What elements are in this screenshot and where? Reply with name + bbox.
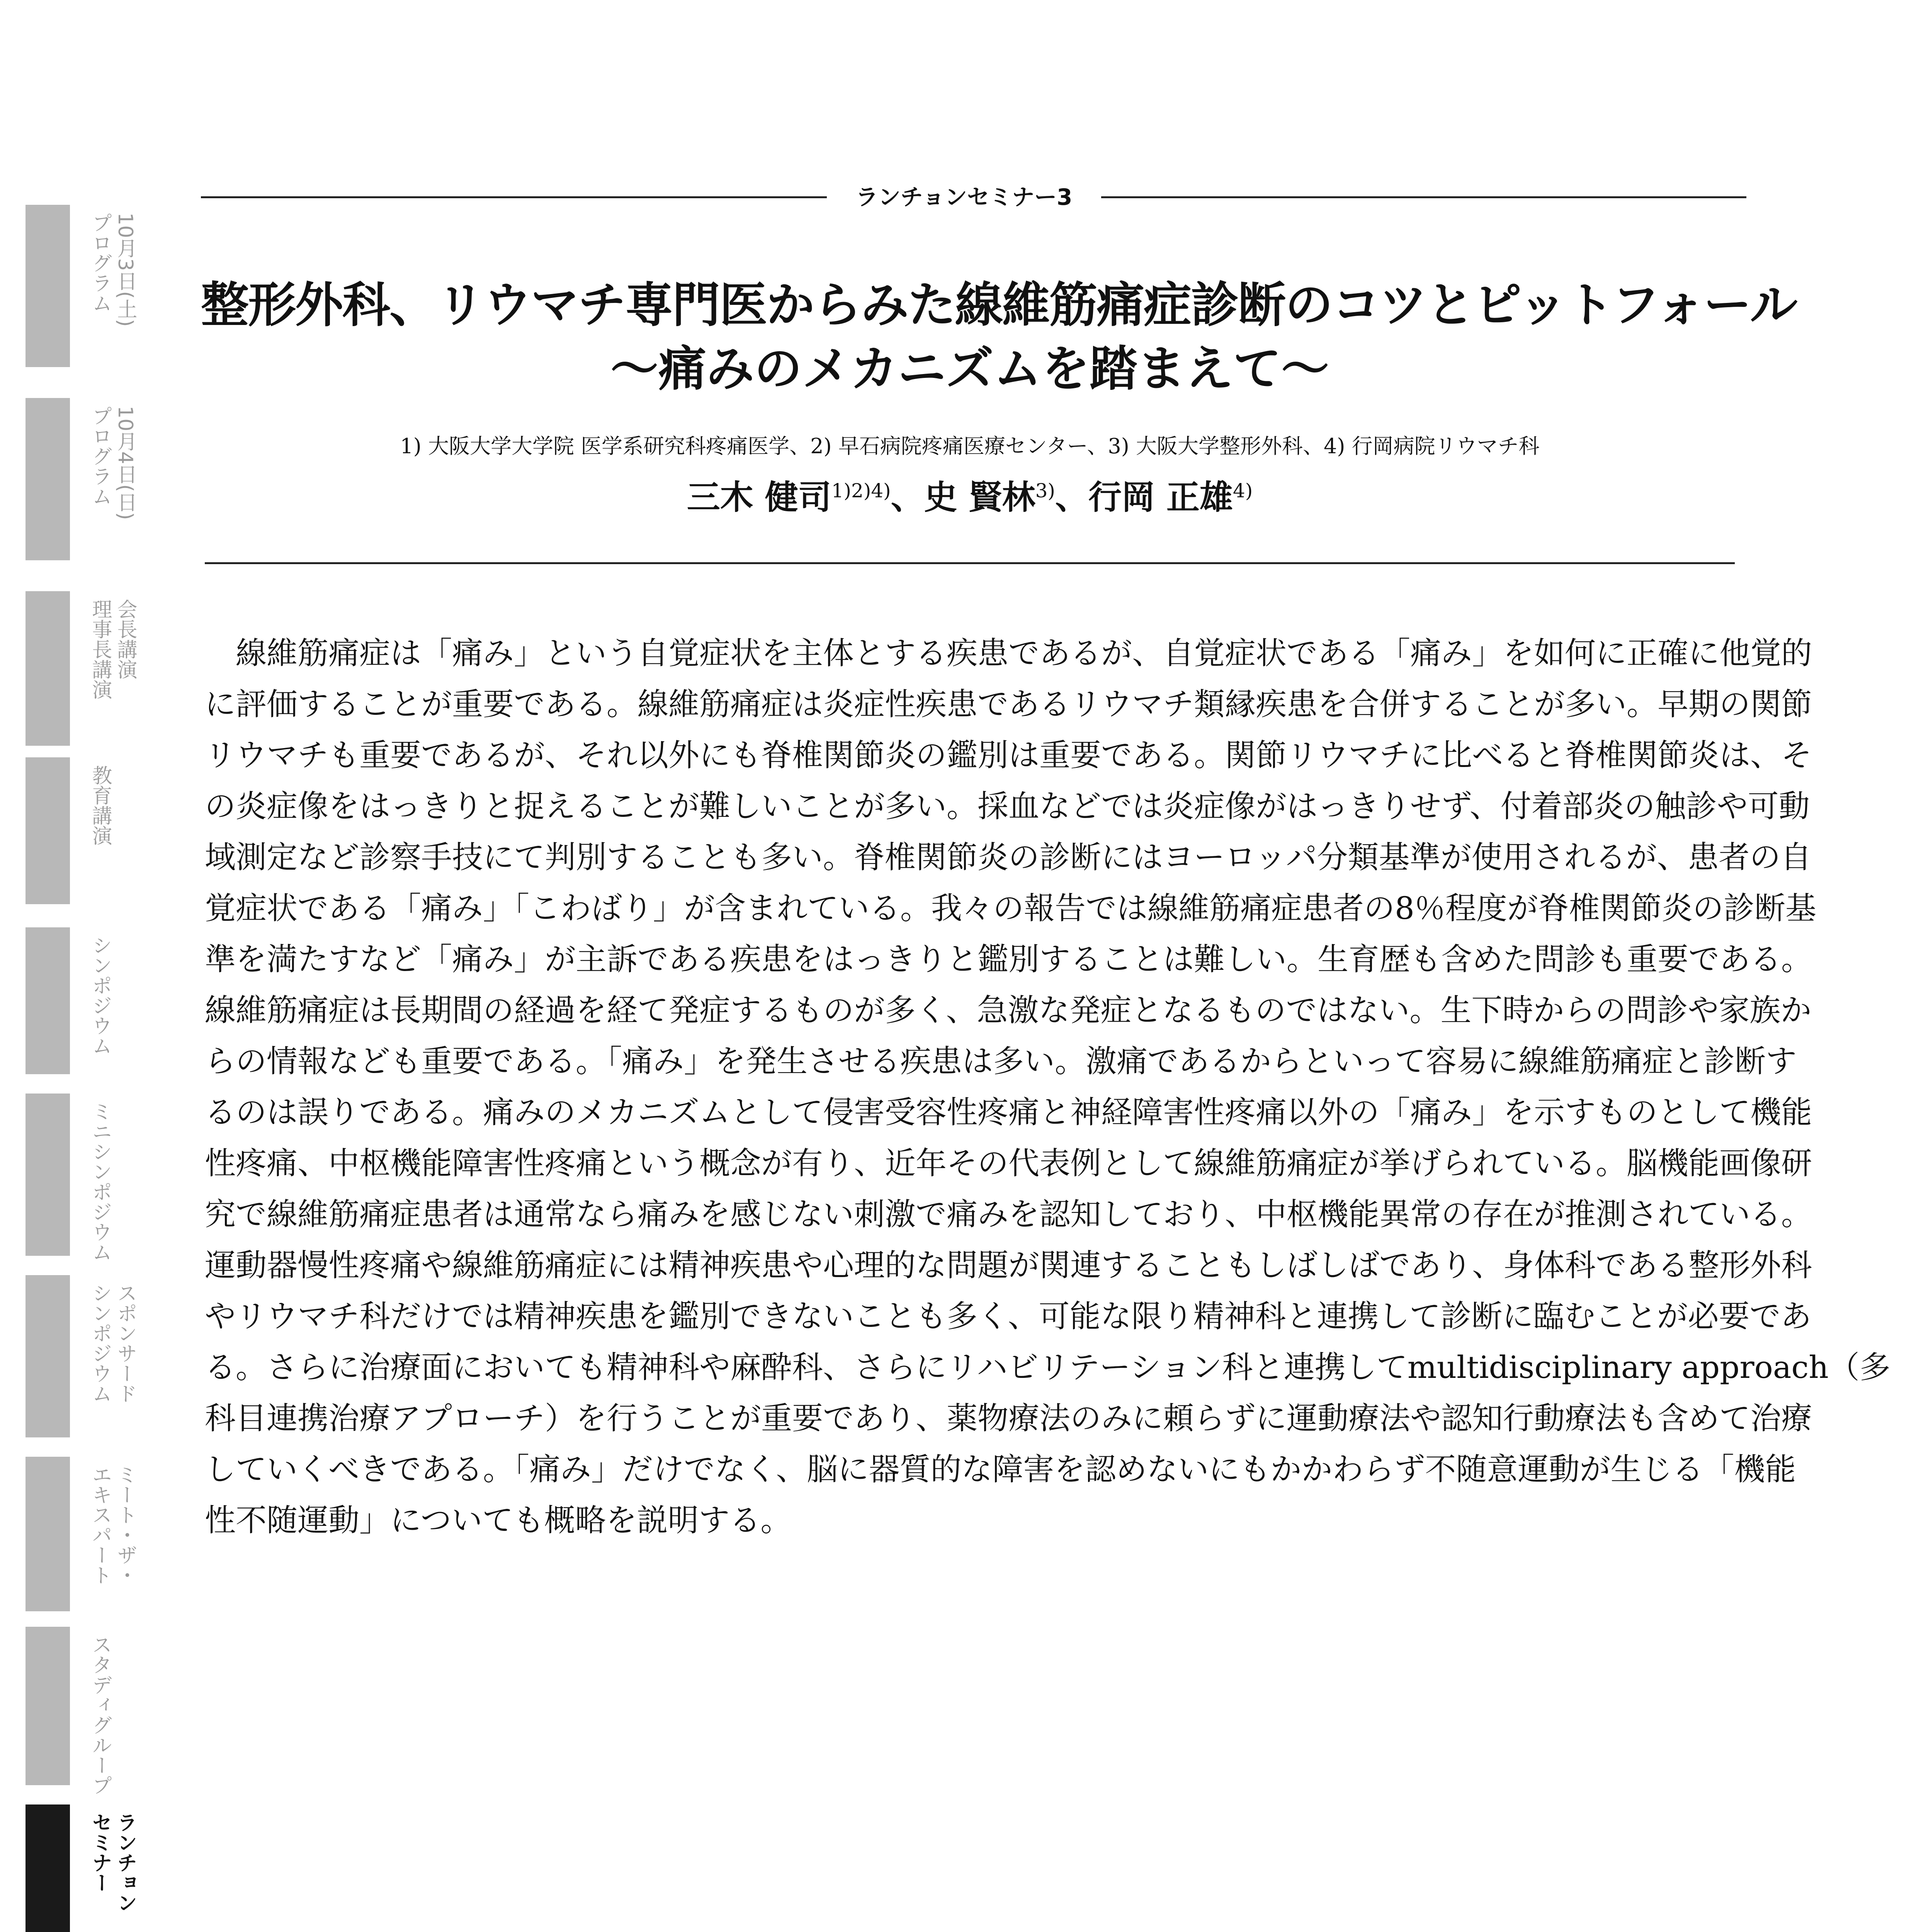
side-tab-marker [26,1457,70,1611]
side-tab-marker [26,757,70,904]
abstract-line: 線維筋痛症は「痛み」という自覚症状を主体とする疾患であるが、自覚症状である「痛み」を如何に正確に他覚的 [236,635,1812,671]
side-tab-label: 10月3日(土) プログラム [88,213,137,327]
header-rule-right [1101,196,1746,198]
side-tab-marker [26,398,70,560]
side-tab [26,1275,165,1437]
author-name: 史 賢林 [924,478,1035,517]
side-tab [26,1627,165,1795]
author-affiliation-mark: 4) [1233,480,1253,502]
side-tab [26,205,165,367]
side-tab-label: ミニシンポジウム [88,1101,112,1262]
side-tab-label: スタディグループ [88,1634,112,1795]
author-list [201,468,1739,521]
paper-title-line-2: ～痛みのメカニズムを踏まえて～ [610,341,1329,397]
side-tab [26,927,165,1074]
side-tab-label: 会長講演 理事長講演 [88,599,137,699]
section-header [201,182,1746,213]
author-separator: 、 [1055,478,1088,517]
side-tab-label: ランチョン セミナー [88,1812,137,1913]
side-tab [26,1094,165,1262]
abstract-line: 準を満たすなど「痛み」が主訴である疾患をはっきりと鑑別することは難しい。生育歴も含めた問診も重要である。 [205,941,1812,977]
title-divider [205,562,1735,564]
paper-title-line-1: 整形外科、リウマチ専門医からみた線維筋痛症診断のコツとピットフォール [201,277,1797,333]
abstract-line: やリウマチ科だけでは精神疾患を鑑別できないことも多く、可能な限り精神科と連携して診断に臨むことが必要であ [205,1298,1812,1334]
abstract-line: に評価することが重要である。線維筋痛症は炎症性疾患であるリウマチ類縁疾患を合併することが多い。早期の関節 [205,686,1812,722]
side-tab-label: スポンサード シンポジウム [88,1283,137,1403]
side-tab [26,757,165,904]
abstract-body [205,628,1890,1546]
side-tab [26,398,165,560]
author-name: 三木 健司 [687,478,831,517]
abstract-line: の炎症像をはっきりと捉えることが難しいことが多い。採血などでは炎症像がはっきりせず、付着部炎の触診や可動 [205,788,1810,824]
side-tab-marker [26,205,70,367]
side-tab [26,1804,165,1932]
abstract-line: リウマチも重要であるが、それ以外にも脊椎関節炎の鑑別は重要である。関節リウマチに比べると脊椎関節炎は、そ [205,737,1812,773]
side-tab-marker [26,1627,70,1785]
side-tab-marker [26,591,70,746]
abstract-line: る。さらに治療面においても精神科や麻酔科、さらにリハビリテーション科と連携してmultidisciplinary approach（多 [205,1349,1890,1385]
abstract-line: 覚症状である「痛み」「こわばり」が含まれている。我々の報告では線維筋痛症患者の8％程度が脊椎関節炎の診断基 [205,890,1816,926]
abstract-line: 線維筋痛症は長期間の経過を経て発症するものが多く、急激な発症となるものではない。生下時からの問診や家族か [205,992,1812,1028]
author-affiliation-mark: 3) [1035,480,1055,502]
side-tab-label: 10月4日(日) プログラム [88,406,137,520]
abstract-line: 究で線維筋痛症患者は通常なら痛みを感じない刺激で痛みを認知しており、中枢機能異常の存在が推測されている。 [205,1196,1812,1232]
side-tab-marker [26,927,70,1074]
author-separator: 、 [891,478,924,517]
side-tab [26,1457,165,1611]
abstract-line: していくべきである。「痛み」だけでなく、脳に器質的な障害を認めないにもかかわらず不随意運動が生じる「機能 [205,1451,1796,1487]
abstract-line: 科目連携治療アプローチ）を行うことが重要であり、薬物療法のみに頼らずに運動療法や認知行動療法も含めて治療 [205,1400,1812,1436]
abstract-line: るのは誤りである。痛みのメカニズムとして侵害受容性疼痛と神経障害性疼痛以外の「痛み」を示すものとして機能 [205,1094,1812,1130]
side-tab-marker [26,1804,70,1932]
side-tab-marker [26,1094,70,1256]
side-tab-marker [26,1275,70,1437]
abstract-line: 性不随運動」についても概略を説明する。 [205,1502,792,1538]
side-tab-label: シンポジウム [88,935,112,1056]
header-rule-left [201,196,827,198]
side-tab-label: 教育講演 [88,765,112,845]
abstract-line: 運動器慢性疼痛や線維筋痛症には精神疾患や心理的な問題が関連することもしばしばであり、身体科である整形外科 [205,1247,1812,1283]
section-title: ランチョンセミナー3 [855,184,1073,210]
abstract-line: 域測定など診察手技にて判別することも多い。脊椎関節炎の診断にはヨーロッパ分類基準が使用されるが、患者の自 [205,839,1812,875]
abstract-line: 性疼痛、中枢機能障害性疼痛という概念が有り、近年その代表例として線維筋痛症が挙げられている。脳機能画像研 [205,1145,1812,1181]
author-affiliation-mark: 1)2)4) [831,480,891,502]
side-tab [26,591,165,746]
abstract-line: らの情報なども重要である。「痛み」を発生させる疾患は多い。激痛であるからといって容易に線維筋痛症と診断す [205,1043,1797,1079]
side-tab-label: ミート・ザ・ エキスパート [88,1464,137,1585]
author-name: 行岡 正雄 [1088,478,1233,517]
affiliations: 1) 大阪大学大学院 医学系研究科疼痛医学、2) 早石病院疼痛医療センター、3) 大阪大学整形外科、4) 行岡病院リウマチ科 [400,434,1540,458]
